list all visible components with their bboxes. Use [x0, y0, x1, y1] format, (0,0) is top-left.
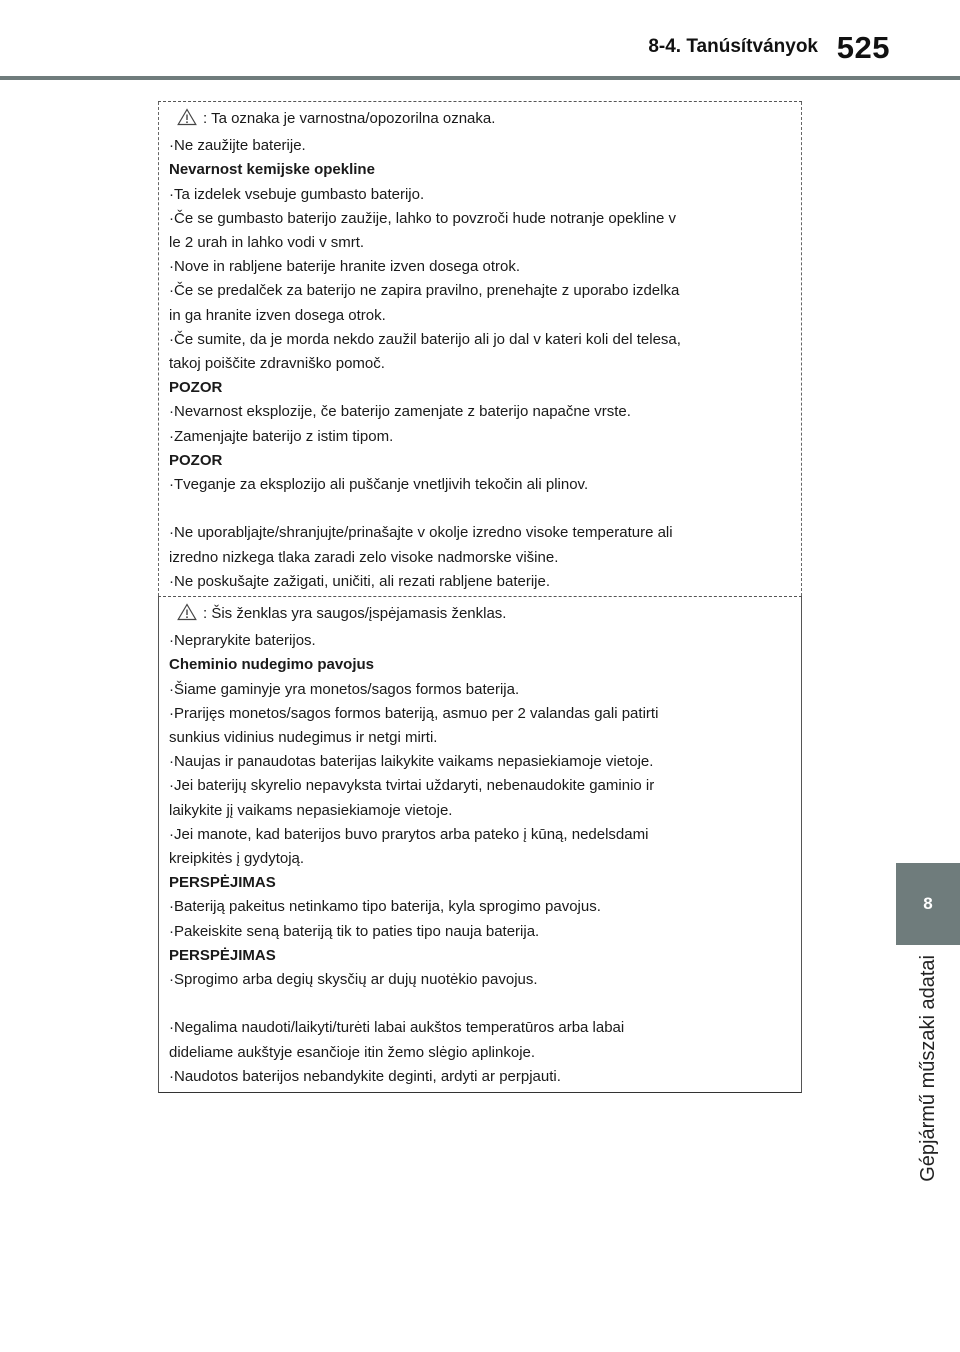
text-line: sunkius vidinius nudegimus ir netgi mirti. [169, 729, 438, 747]
blank-line [169, 497, 791, 521]
text-line: ·Pakeiskite seną bateriją tik to paties tipo nauja baterija. [169, 922, 540, 940]
section-heading: POZOR [169, 451, 223, 469]
text-line: ·Ne poskušajte zažigati, uničiti, ali rezati rabljene baterije. [169, 572, 551, 590]
chapter-title-column [896, 955, 960, 1215]
slovenian-warning-label: : Ta oznaka je varnostna/opozorilna oznaka. [203, 110, 496, 127]
section-heading: PERSPĖJIMAS [169, 874, 276, 892]
text-line: ·Šiame gaminyje yra monetos/sagos formos baterija. [169, 680, 520, 698]
chapter-tab [896, 863, 960, 945]
text-line: ·Zamenjajte baterijo z istim tipom. [169, 427, 394, 445]
section-heading: PERSPĖJIMAS [169, 946, 276, 964]
lithuanian-warning-line [169, 602, 791, 629]
text-line: in ga hranite izven dosega otrok. [169, 306, 386, 324]
chapter-number: 8 [923, 894, 933, 913]
text-line: ·Če se predalček za baterijo ne zapira pravilno, prenehajte z uporabo izdelka [169, 282, 680, 300]
text-line: ·Če sumite, da je morda nekdo zaužil baterijo ali jo dal v kateri koli del telesa, [169, 330, 681, 348]
lithuanian-text-lines [169, 629, 791, 1089]
text-line: ·Naudotos baterijos nebandykite deginti, ardyti ar perpjauti. [169, 1067, 561, 1085]
text-line: ·Nevarnost eksplozije, če baterijo zamenjate z baterijo napačne vrste. [169, 403, 631, 421]
text-line: kreipkitės į gydytoją. [169, 850, 305, 868]
text-line: izredno nizkega tlaka zaradi zelo visoke nadmorske višine. [169, 548, 559, 566]
text-line: dideliame aukštyje esančioje itin žemo slėgio aplinkoje. [169, 1043, 536, 1061]
section-title: 8-4. Tanúsítványok [648, 36, 818, 57]
text-line: le 2 urah in lahko vodi v smrt. [169, 234, 365, 252]
text-line: ·Bateriją pakeitus netinkamo tipo baterija, kyla sprogimo pavojus. [169, 898, 601, 916]
section-heading: POZOR [169, 379, 223, 397]
text-line: ·Tveganje za eksplozijo ali puščanje vnetljivih tekočin ali plinov. [169, 476, 589, 494]
page-number: 525 [836, 30, 890, 65]
header-divider [0, 76, 960, 80]
text-line: ·Naujas ir panaudotas baterijas laikykite vaikams nepasiekiamoje vietoje. [169, 753, 654, 771]
text-line: ·Ne zaužijte baterije. [169, 137, 306, 155]
warning-triangle-icon [177, 603, 197, 629]
section-heading: Cheminio nudegimo pavojus [169, 656, 375, 674]
text-line: takoj poiščite zdravniško pomoč. [169, 355, 385, 373]
text-line: ·Ta izdelek vsebuje gumbasto baterijo. [169, 185, 425, 203]
lithuanian-section [158, 596, 802, 1093]
battery-warning-box [158, 101, 802, 1093]
text-line: ·Jei manote, kad baterijos buvo prarytos arba pateko į kūną, nedelsdami [169, 825, 649, 843]
text-line: ·Sprogimo arba degių skysčių ar dujų nuotėkio pavojus. [169, 971, 538, 989]
slovenian-warning-line [169, 107, 791, 134]
blank-line [169, 992, 791, 1016]
lithuanian-warning-label: : Šis ženklas yra saugos/įspėjamasis ženklas. [203, 605, 507, 623]
text-line: ·Negalima naudoti/laikyti/turėti labai aukštos temperatūros arba labai [169, 1019, 625, 1037]
text-line: laikykite jį vaikams nepasiekiamoje vietoje. [169, 801, 453, 819]
text-line: ·Neprarykite baterijos. [169, 632, 316, 650]
text-line: ·Prarijęs monetos/sagos formos bateriją, asmuo per 2 valandas gali patirti [169, 704, 659, 722]
chapter-title: Gépjármű műszaki adatai [916, 955, 939, 1182]
slovenian-section [158, 102, 802, 596]
text-line: ·Nove in rabljene baterije hranite izven dosega otrok. [169, 258, 521, 276]
slovenian-text-lines [169, 134, 791, 594]
text-line: ·Ne uporabljajte/shranjujte/prinašajte v okolje izredno visoke temperature ali [169, 524, 673, 542]
page-header [0, 0, 960, 78]
section-heading: Nevarnost kemijske opekline [169, 161, 375, 179]
text-line: ·Če se gumbasto baterijo zaužije, lahko to povzroči hude notranje opekline v [169, 209, 676, 227]
text-line: ·Jei baterijų skyrelio nepavyksta tvirtai uždaryti, nebenaudokite gaminio ir [169, 777, 655, 795]
warning-triangle-icon [177, 108, 197, 134]
